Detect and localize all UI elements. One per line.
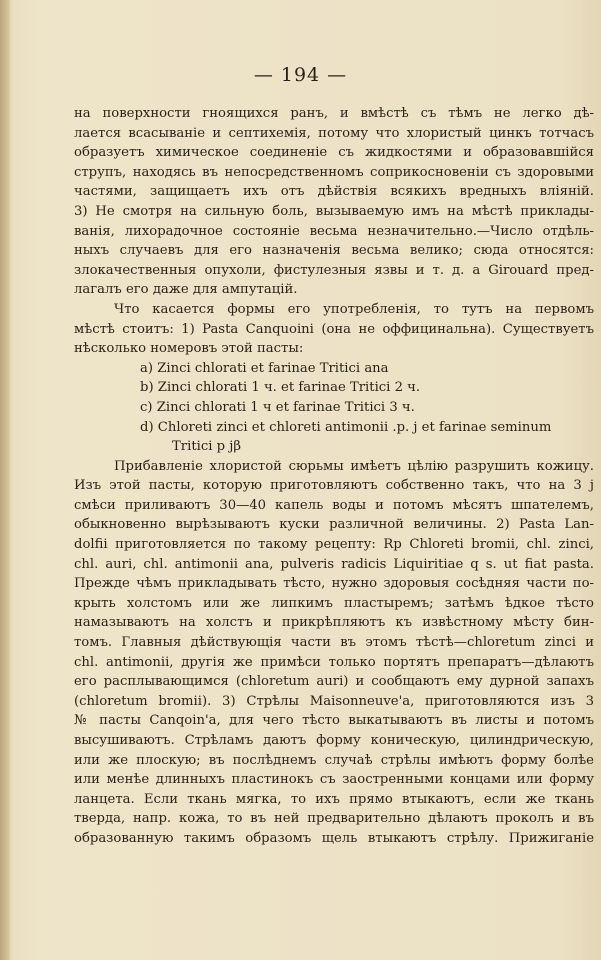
text-line: 3) Не смотря на сильную боль, вызываемую имъ на мѣстѣ приклады-: [74, 203, 594, 219]
text-line: Изъ этой пасты, которую приготовляютъ собственно такъ, что на 3 j: [74, 478, 594, 494]
book-spine-shadow: [0, 0, 10, 960]
text-line: томъ. Главныя дѣйствующія части въ этомъ тѣстѣ—chloretum zinci и: [74, 635, 594, 651]
text-line: № пасты Canqoin'а, для чего тѣсто выкатываютъ въ листы и потомъ: [74, 713, 594, 729]
text-line: нѣсколько номеровъ этой пасты:: [74, 341, 304, 357]
text-line: ланцета. Если ткань мягка, то ихъ прямо втыкаютъ, если же ткань: [74, 791, 594, 807]
text-line: ванія, лихорадочное состояніе весьма незначительно.—Число отдѣль-: [74, 223, 594, 239]
text-line: или менѣе длинныхъ пластинокъ съ заостренными концами или форму: [74, 772, 594, 788]
text-line: высушиваютъ. Стрѣламъ даютъ форму коническую, цилиндрическую,: [74, 733, 594, 748]
page-number: — 194 —: [253, 64, 348, 86]
text-line: ныхъ случаевъ для его назначенія весьма велико; сюда относятся:: [74, 243, 594, 259]
text-line: намазываютъ на холстъ и прикрѣпляютъ къ извѣстному мѣсту бин-: [74, 615, 594, 631]
text-line: образуетъ химическое соединеніе съ жидкостями и образовавшійся: [74, 145, 594, 161]
text-line: его расплывающимся (chloretum auri) и сообщаютъ ему дурной запахъ: [74, 674, 594, 690]
text-line: лагалъ его даже для ампутацій.: [74, 282, 298, 298]
text-line: на поверхности гноящихся ранъ, и вмѣстѣ съ тѣмъ не легко дѣ-: [74, 106, 594, 121]
recipe-item: b) Zinci chlorati 1 ч. et farinae Tritici 2 ч.: [140, 380, 421, 396]
text-line: Прежде чѣмъ прикладывать тѣсто, нужно здоровыя сосѣдняя части по-: [74, 576, 594, 592]
text-line: или же плоскую; въ послѣднемъ случаѣ стрѣлы имѣютъ форму болѣе: [74, 752, 594, 768]
text-line: злокачественныя опухоли, фистулезныя язвы и т. д. а Girouard пред-: [74, 262, 594, 278]
text-line: dolfii приготовляется по такому рецепту: Rр Chloreti bromii, chl. zinci,: [74, 537, 594, 553]
text-line: крыть холстомъ или же липкимъ пластыремъ; затѣмъ ѣдкое тѣсто: [74, 595, 594, 611]
recipe-item: Tritici р jβ: [172, 439, 241, 455]
text-line: струпъ, находясь въ непосредственномъ соприкосновеніи съ здоровыми: [74, 164, 594, 180]
text-line: Прибавленіе хлористой сюрьмы имѣетъ цѣлію разрушить кожицу.: [114, 458, 594, 474]
text-line: chl. auri, chl. antimonii ana, pulveris radicis Liquiritiae q s. ut fiat pasta.: [74, 556, 594, 572]
text-line: Что касается формы его употребленія, то тутъ на первомъ: [114, 301, 594, 317]
text-line: тверда, напр. кожа, то въ ней предварительно дѣлаютъ проколъ и въ: [74, 811, 594, 827]
recipe-item: c) Zinci chlorati 1 ч et farinae Tritici 3 ч.: [140, 399, 415, 415]
text-line: обыкновенно вырѣзываютъ куски различной величины. 2) Pasta Lan-: [74, 517, 594, 533]
recipe-item: d) Chloreti zinci et chloreti antimonii .р. j et farinae seminum: [140, 419, 552, 435]
text-line: частями, защищаетъ ихъ отъ дѣйствія всякихъ вредныхъ вліяній.: [74, 184, 594, 200]
text-line: образованную такимъ образомъ щель втыкаютъ стрѣлу. Прижиганіе: [74, 830, 594, 846]
text-line: мѣстѣ стоитъ: 1) Pasta Canquoini (она не оффицинальна). Существуетъ: [74, 321, 594, 337]
text-line: chl. antimonii, другія же примѣси только портятъ препаратъ—дѣлаютъ: [74, 654, 594, 670]
body-text: [74, 104, 594, 849]
text-line: смѣси приливаютъ 30—40 капель воды и потомъ мѣсятъ шпателемъ,: [74, 497, 594, 513]
text-line: (chloretum bromii). 3) Стрѣлы Maisonneuve'а, приготовляются изъ 3: [74, 693, 594, 709]
recipe-item: a) Zinci chlorati et farinae Tritici ana: [140, 360, 389, 376]
text-line: лается всасываніе и септихемія, потому что хлористый цинкъ тотчасъ: [74, 125, 594, 141]
